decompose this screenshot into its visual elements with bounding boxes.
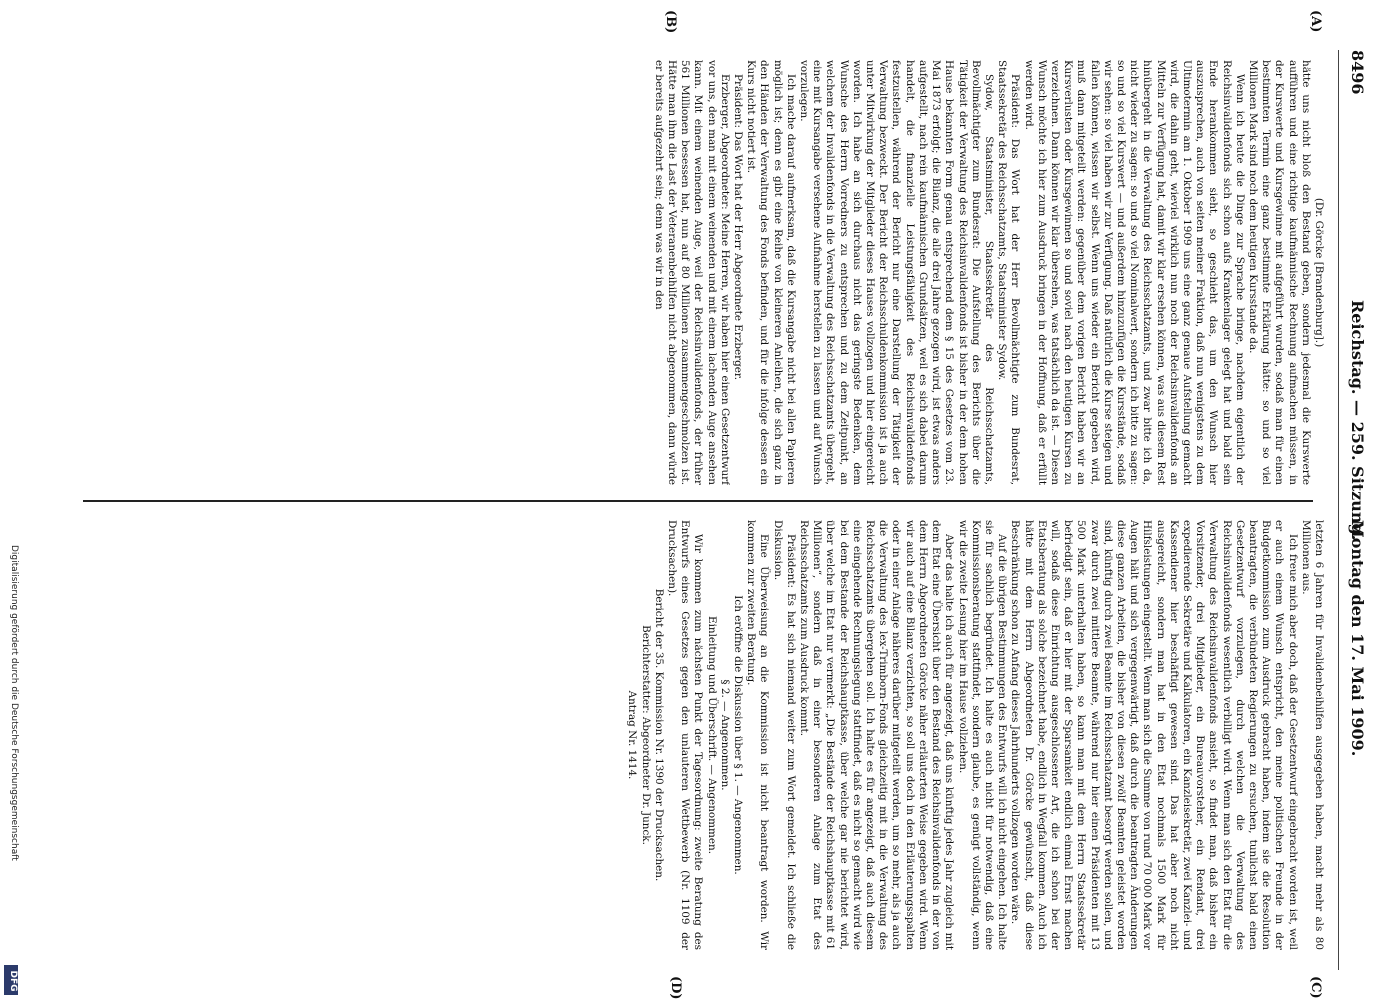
paragraph: Wir kommen zum nächsten Punkt der Tagesordnung: zweite Beratung des Entwurfs eines Gesetzes gegen den unlauteren Wettbewerb (Nr. 1109 der Drucksachen).	[666, 520, 705, 950]
header-rule	[1338, 50, 1339, 970]
page-number: 8496	[1348, 50, 1367, 95]
paragraph: Auf die übrigen Bestimmungen des Entwurfs will ich nicht eingehen. Ich halte sie für sachlich begründet. Ich halte es auch nicht für notwendig, daß eine Kommissionsberatung stattfindet, sondern glaube, es genügt vollständig, wenn wir die zweite Lesung hier im Hause vollziehen.	[956, 520, 1009, 950]
margin-marker-a: (A)	[1308, 10, 1323, 33]
paragraph: Ich mache darauf aufmerksam, daß die Kursangabe nicht bei allen Papieren möglich ist; denn es gibt eine Reihe von kleineren Anleihen, die sich ganz in den Händen der Verwaltung des Fonds befinden, und für die infolge dessen ein Kurs nicht notiert ist.	[745, 60, 797, 485]
paragraph: Einleitung und Überschrift. — Angenommen.	[705, 615, 718, 855]
paragraph: letzten 6 Jahren für Invalidenbeihilfen ausgegeben haben, macht mehr als 80 Millionen aus.	[1299, 520, 1325, 950]
paragraph: Eine Überweisung an die Kommission ist nicht beantragt worden. Wir kommen zur zweiten Beratung.	[745, 520, 771, 950]
digitization-credit	[5, 545, 19, 995]
paragraph: Antrag Nr. 1414.	[626, 690, 639, 780]
paragraph: Präsident: Das Wort hat der Herr Bevollmächtigte zum Bundesrat, Staatssekretär des Reichsschatzamts, Staatsminister Sydow.	[996, 60, 1022, 485]
paragraph: Berichterstatter: Abgeordneter Dr. Junck.	[639, 625, 652, 845]
dfg-logo	[4, 965, 18, 995]
paragraph: Aber das halte ich auch für angezeigt, daß uns künftig jedes Jahr zugleich mit dem Etat eine Übersicht über den Bestand des Reichsinvalidenfonds in der von dem Herrn Abgeordneten Görcke näher erläuterten Weise gegeben wird. Wenn wir auch auf eine Bilanz verzichten, so soll uns doch in den Erläuterungsspalten oder in einer Anlage näheres darüber mitgeteilt werden, um so mehr, als ja auch die Verwaltung des lex-Trimborn-Fonds gleichzeitig mit in die Verwaltung des Reichsschatzamts übergehen soll. Ich halte es für angezeigt, daß auch diesem eine eingehende Rechnungslegung stattfindet, daß es nicht so gemacht wird wie bei dem Bestande der Reichshauptkasse, über welche gar nie berichtet wird, über welche im Etat nur vermerkt: „Die Bestände der Reichshauptkasse mit 61 Millionen“, sondern daß in einer besonderen Anlage zum Etat des Reichsschatzamts zum Ausdruck kommt.	[798, 520, 956, 950]
paragraph: Erzberger, Abgeordneter: Meine Herren, wir haben hier einen Gesetzentwurf vor uns, den man mit einem weinenden und mit einem lachenden Auge ansehen kann. Mit einem weinenden Auge, weil der Reichsinvalidenfonds, der früher 561 Millionen besessen hat, nun auf 80 Millionen zusammengeschmolzen ist. Hätte man ihm die Last der Veteranenbeihilfen nicht abgenommen, dann würde er bereits aufgezehrt sein; denn was wir in den	[652, 60, 731, 485]
digitization-credit-text: Digitalisierung gefördert durch die Deutsche Forschungsgemeinschaft	[9, 545, 19, 861]
speaker-line: (Dr. Görcke [Brandenburg].)	[1313, 197, 1325, 348]
session-date: Montag den 17. Mai 1909.	[1348, 520, 1367, 757]
paragraph: hätte uns nicht bloß den Bestand geben, sondern jedesmal die Kurswerte aufführen und eine richtige kaufmännische Rechnung aufmachen müssen, in der Kurswerte und Kursgewinne mit aufgeführt wurden, sodaß man für einen bestimmten Termin eine ganz bestimmte Erklärung hätte: so und so viel Millionen Mark sind noch dem heutigen Kursstande da.	[1246, 60, 1312, 485]
margin-marker-c: (C)	[1308, 976, 1323, 999]
column-divider	[83, 500, 1313, 502]
page-title: Reichstag. — 259. Sitzung.	[1348, 300, 1367, 541]
paragraph: Bericht der 35. Kommission Nr. 1390 der Drucksachen.	[652, 588, 665, 882]
right-text-column	[55, 520, 1325, 950]
left-text-column	[55, 60, 1325, 485]
dfg-logo-text: DFG	[8, 970, 18, 992]
margin-marker-d: (D)	[668, 976, 683, 1000]
margin-marker-b: (B)	[663, 10, 678, 34]
paragraph: Ich freue mich aber doch, daß der Gesetzentwurf eingebracht worden ist, weil er auch einem Wunsch entspricht, den meine politischen Freunde in der Budgetkommission zum Ausdruck gebracht haben, indem sie die Resolution beantragten, die verbündeten Regierungen zu ersuchen, tunlichst bald einen Gesetzentwurf vorzulegen, durch welchen die Verwaltung des Reichsinvalidenfonds wesentlich verbilligt wird. Wenn man sich den Etat für die Verwaltung des Reichsinvalidenfonds ansieht, so findet man, daß bisher ein Vorsitzender, drei Mitglieder, ein Bureauvorsteher, ein Rendant, drei expedierende Sekretäre und Kalkulatoren, ein Kanzleisekretär, zwei Kanzlei- und Kassendiener hier beschäftigt gewesen sind. Das hat aber noch nicht ausgereicht, sondern man hat in den Etat nochmals 1500 Mark für Hilfsleistungen eingestellt. Wenn man sich die Summe von rund 70 000 Mark vor Augen hält und sich vergegenwärtigt, daß durch die beantragten Änderungen diese ganzen Arbeiten, die bisher von diesen zwölf Beamten geleistet worden sind, künftig durch zwei Beamte im Reichsschatzamt besorgt werden sollen, und zwar durch zwei mittlere Beamte, während nur hier einen Präsidenten mit 13 500 Mark unterhalten haben, so kann man mit dem Herrn Staatssekretär befriedigt sein, daß er hier mit der Sparsamkeit endlich einmal Ernst machen will, sodaß diese Einrichtung ausgeschlossener Art, die ich schon bei der Etatsberatung als solche bezeichnet habe, endlich in Wegfall kommen. Auch ich hätte mit dem Herrn Abgeordneten Dr. Görcke gewünscht, daß diese Beschränkung schon zu Anfang dieses Jahrhunderts vollzogen worden wäre.	[1009, 520, 1299, 950]
paragraph: Präsident: Das Wort hat der Herr Abgeordnete Erzberger.	[732, 74, 745, 381]
paragraph: § 2. — Angenommen.	[718, 679, 731, 791]
paragraph: Wenn ich heute die Dinge zur Sprache bringe, nachdem eigentlich der Reichsinvalidenfonds sich schon aufs Krankenlager gelegt hat und bald sein Ende herankommen sieht, so geschieht das, um den Wunsch hier auszusprechen, auch von seiten meiner Fraktion, daß nun wenigstens zu dem Ultimotermin am 1. Oktober 1909 uns eine ganz genaue Aufstellung gemacht wird, die dahin geht, wieviel wirklich nun noch der Reichsinvalidenfonds an Mitteln zur Verfügung hat, damit wir klar ersehen können, was aus diesem Rest hinübergeht in die Verwaltung des Reichsschatzamts, und zwar bitte ich da, nicht wieder zu sagen: so und so viel Nominalwert, sondern ich bitte zu sagen: so und so viel Kurswert — und außerdem hinzuzufügen die Kursstände, sodaß wir sehen: so viel haben wir zur Verfügung. Daß natürlich die Kurse steigen und fallen können, wissen wir selbst. Wenn uns wieder ein Bericht gegeben wird, muß dann mitgeteilt werden: gegenüber dem vorigen Bericht haben wir an Kursverlusten oder Kursgewinnen so und soviel nach den heutigen Kursen zu verzeichnen. Dann können wir klar übersehen, was tatsächlich da ist. — Diesen Wunsch möchte ich hier zum Ausdruck bringen in der Hoffnung, daß er erfüllt werden wird.	[1022, 60, 1246, 485]
paragraph: Sydow, Staatsminister, Staatssekretär des Reichsschatzamts, Bevollmächtigter zum Bundesrat: Die Aufstellung des Berichts über die Tätigkeit der Verwaltung des Reichsinvalidenfonds ist bisher in der dem hohen Hause bekannten Form genau entsprechend dem § 15 des Gesetzes vom 23. Mai 1873 erfolgt; die Bilanz, die alle drei Jahre gezogen wird, ist etwas anders aufgestellt, nach rein kaufmännischen Grundsätzen, weil es sich dabei darum handelt, die finanzielle Leistungsfähigkeit des Reichsinvalidenfonds festzustellen, während der Bericht nur eine Darstellung der Tätigkeit der Verwaltung bezweckt. Der Bericht der Reichsschuldenkommission ist ja auch unter Mitwirkung der Mitglieder dieses Hauses vollzogen und hier eingereicht worden. Ich habe an sich durchaus nicht das geringste Bedenken, dem Wunsche des Herrn Vorredners zu entsprechen und zu dem Zeitpunkt, an welchem der Invalidenfonds in die Verwaltung des Reichsschatzamts übergeht, eine mit Kursangabe versehene Aufnahme herstellen zu lassen und auf Wunsch vorzulegen.	[798, 60, 995, 485]
paragraph: Präsident: Es hat sich niemand weiter zum Wort gemeldet. Ich schließe die Diskussion.	[771, 520, 797, 950]
paragraph: Ich eröffne die Diskussion über § 1. — Angenommen.	[732, 595, 745, 875]
